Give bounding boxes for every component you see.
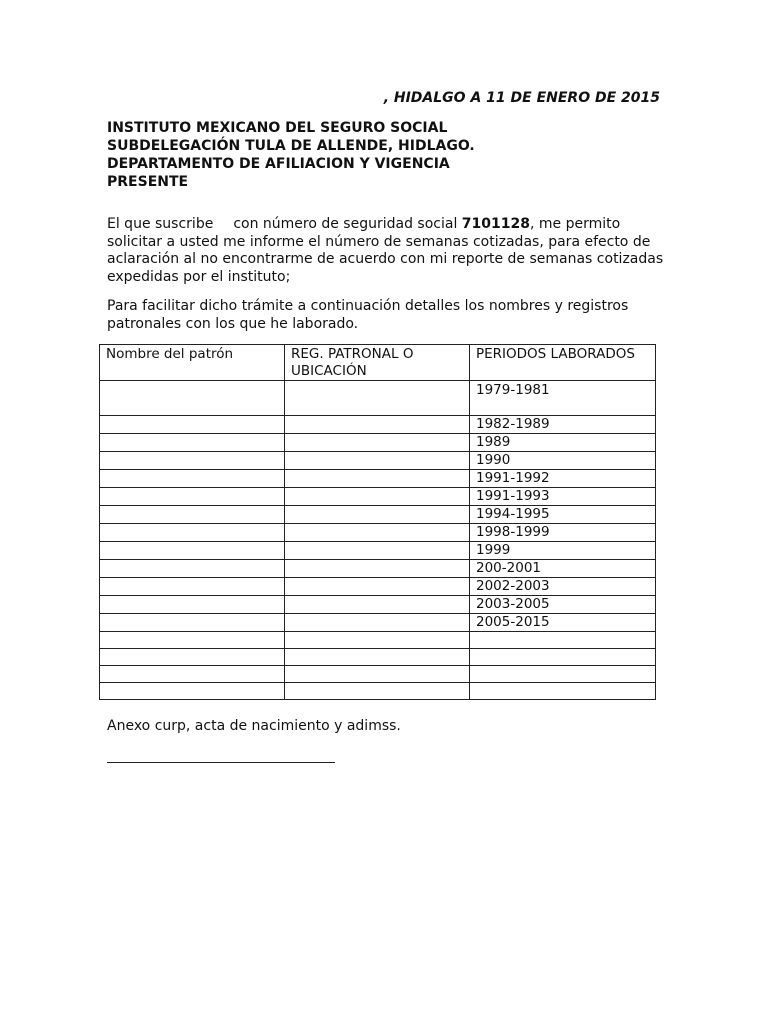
table-row xyxy=(100,381,656,416)
cell-period: 1994-1995 xyxy=(470,506,656,524)
cell-employer-name xyxy=(100,596,285,614)
cell-registration xyxy=(285,416,470,434)
cell-employer-name xyxy=(100,683,285,700)
cell-period: 2005-2015 xyxy=(470,614,656,632)
cell-period xyxy=(470,649,656,666)
table-row xyxy=(100,542,656,560)
cell-employer-name xyxy=(100,666,285,683)
cell-employer-name xyxy=(100,542,285,560)
addressee-subdelegation: SUBDELEGACIÓN TULA DE ALLENDE, HIDLAGO. xyxy=(107,138,475,154)
details-line-2: patronales con los que he laborado. xyxy=(107,315,359,332)
cell-employer-name xyxy=(100,470,285,488)
table-row xyxy=(100,524,656,542)
cell-registration xyxy=(285,666,470,683)
table-row xyxy=(100,506,656,524)
employers-table-body xyxy=(100,381,656,700)
cell-period: 200-2001 xyxy=(470,560,656,578)
cell-registration xyxy=(285,488,470,506)
cell-employer-name xyxy=(100,434,285,452)
table-row xyxy=(100,560,656,578)
cell-employer-name xyxy=(100,506,285,524)
table-row xyxy=(100,452,656,470)
cell-period: 1990 xyxy=(470,452,656,470)
header-periods-worked: PERIODOS LABORADOS xyxy=(470,345,656,381)
cell-period: 1998-1999 xyxy=(470,524,656,542)
table-row xyxy=(100,434,656,452)
cell-employer-name xyxy=(100,381,285,416)
cell-period: 1982-1989 xyxy=(470,416,656,434)
details-paragraph xyxy=(107,298,667,333)
cell-period: 2003-2005 xyxy=(470,596,656,614)
request-nss-intro: con número de seguridad social xyxy=(233,216,462,232)
cell-employer-name xyxy=(100,524,285,542)
request-line-3: aclaración al no encontrarme de acuerdo con mi reporte de semanas cotizadas xyxy=(107,251,664,267)
cell-registration xyxy=(285,470,470,488)
table-row xyxy=(100,596,656,614)
employers-table xyxy=(99,344,656,700)
request-line-2: solicitar a usted me informe el número de semanas cotizadas, para efecto de xyxy=(107,233,651,250)
cell-employer-name xyxy=(100,649,285,666)
table-row xyxy=(100,632,656,649)
cell-registration xyxy=(285,649,470,666)
cell-employer-name xyxy=(100,614,285,632)
table-row xyxy=(100,614,656,632)
cell-registration xyxy=(285,542,470,560)
cell-period: 1991-1992 xyxy=(470,470,656,488)
cell-registration xyxy=(285,560,470,578)
social-security-number: 7101128 xyxy=(461,216,530,232)
date-line: , HIDALGO A 11 DE ENERO DE 2015 xyxy=(383,90,660,106)
cell-period: 1989 xyxy=(470,434,656,452)
cell-period: 1999 xyxy=(470,542,656,560)
cell-employer-name xyxy=(100,578,285,596)
request-paragraph xyxy=(107,216,667,286)
cell-employer-name xyxy=(100,452,285,470)
table-row xyxy=(100,649,656,666)
request-line-1 xyxy=(107,216,667,234)
cell-period: 1979-1981 xyxy=(470,381,656,416)
signature-line xyxy=(107,762,335,763)
table-row xyxy=(100,488,656,506)
table-row xyxy=(100,470,656,488)
cell-registration xyxy=(285,683,470,700)
header-employer-registration: REG. PATRONAL O UBICACIÓN xyxy=(285,345,470,381)
cell-registration xyxy=(285,434,470,452)
cell-registration xyxy=(285,506,470,524)
annex-note: Anexo curp, acta de nacimiento y adimss. xyxy=(107,718,401,734)
cell-period: 1991-1993 xyxy=(470,488,656,506)
cell-registration xyxy=(285,381,470,416)
cell-registration xyxy=(285,524,470,542)
cell-period: 2002-2003 xyxy=(470,578,656,596)
cell-registration xyxy=(285,614,470,632)
cell-registration xyxy=(285,452,470,470)
cell-period xyxy=(470,632,656,649)
request-line-1-end: , me permito xyxy=(530,216,621,232)
cell-employer-name xyxy=(100,416,285,434)
request-line-4: expedidas por el instituto; xyxy=(107,268,291,285)
addressee-institution: INSTITUTO MEXICANO DEL SEGURO SOCIAL xyxy=(107,120,448,136)
table-row xyxy=(100,578,656,596)
cell-employer-name xyxy=(100,488,285,506)
cell-employer-name xyxy=(100,560,285,578)
table-row xyxy=(100,416,656,434)
details-line-1: Para facilitar dicho trámite a continuación detalles los nombres y registros xyxy=(107,298,629,314)
cell-period xyxy=(470,666,656,683)
addressee-department: DEPARTAMENTO DE AFILIACION Y VIGENCIA xyxy=(107,156,450,172)
cell-period xyxy=(470,683,656,700)
table-header-row xyxy=(100,345,656,381)
request-opening: El que suscribe xyxy=(107,216,214,232)
cell-registration xyxy=(285,632,470,649)
header-employer-name: Nombre del patrón xyxy=(100,345,285,381)
cell-registration xyxy=(285,596,470,614)
cell-employer-name xyxy=(100,632,285,649)
addressee-presente: PRESENTE xyxy=(107,174,189,190)
cell-registration xyxy=(285,578,470,596)
addressee-block xyxy=(107,119,475,191)
table-row xyxy=(100,683,656,700)
table-row xyxy=(100,666,656,683)
